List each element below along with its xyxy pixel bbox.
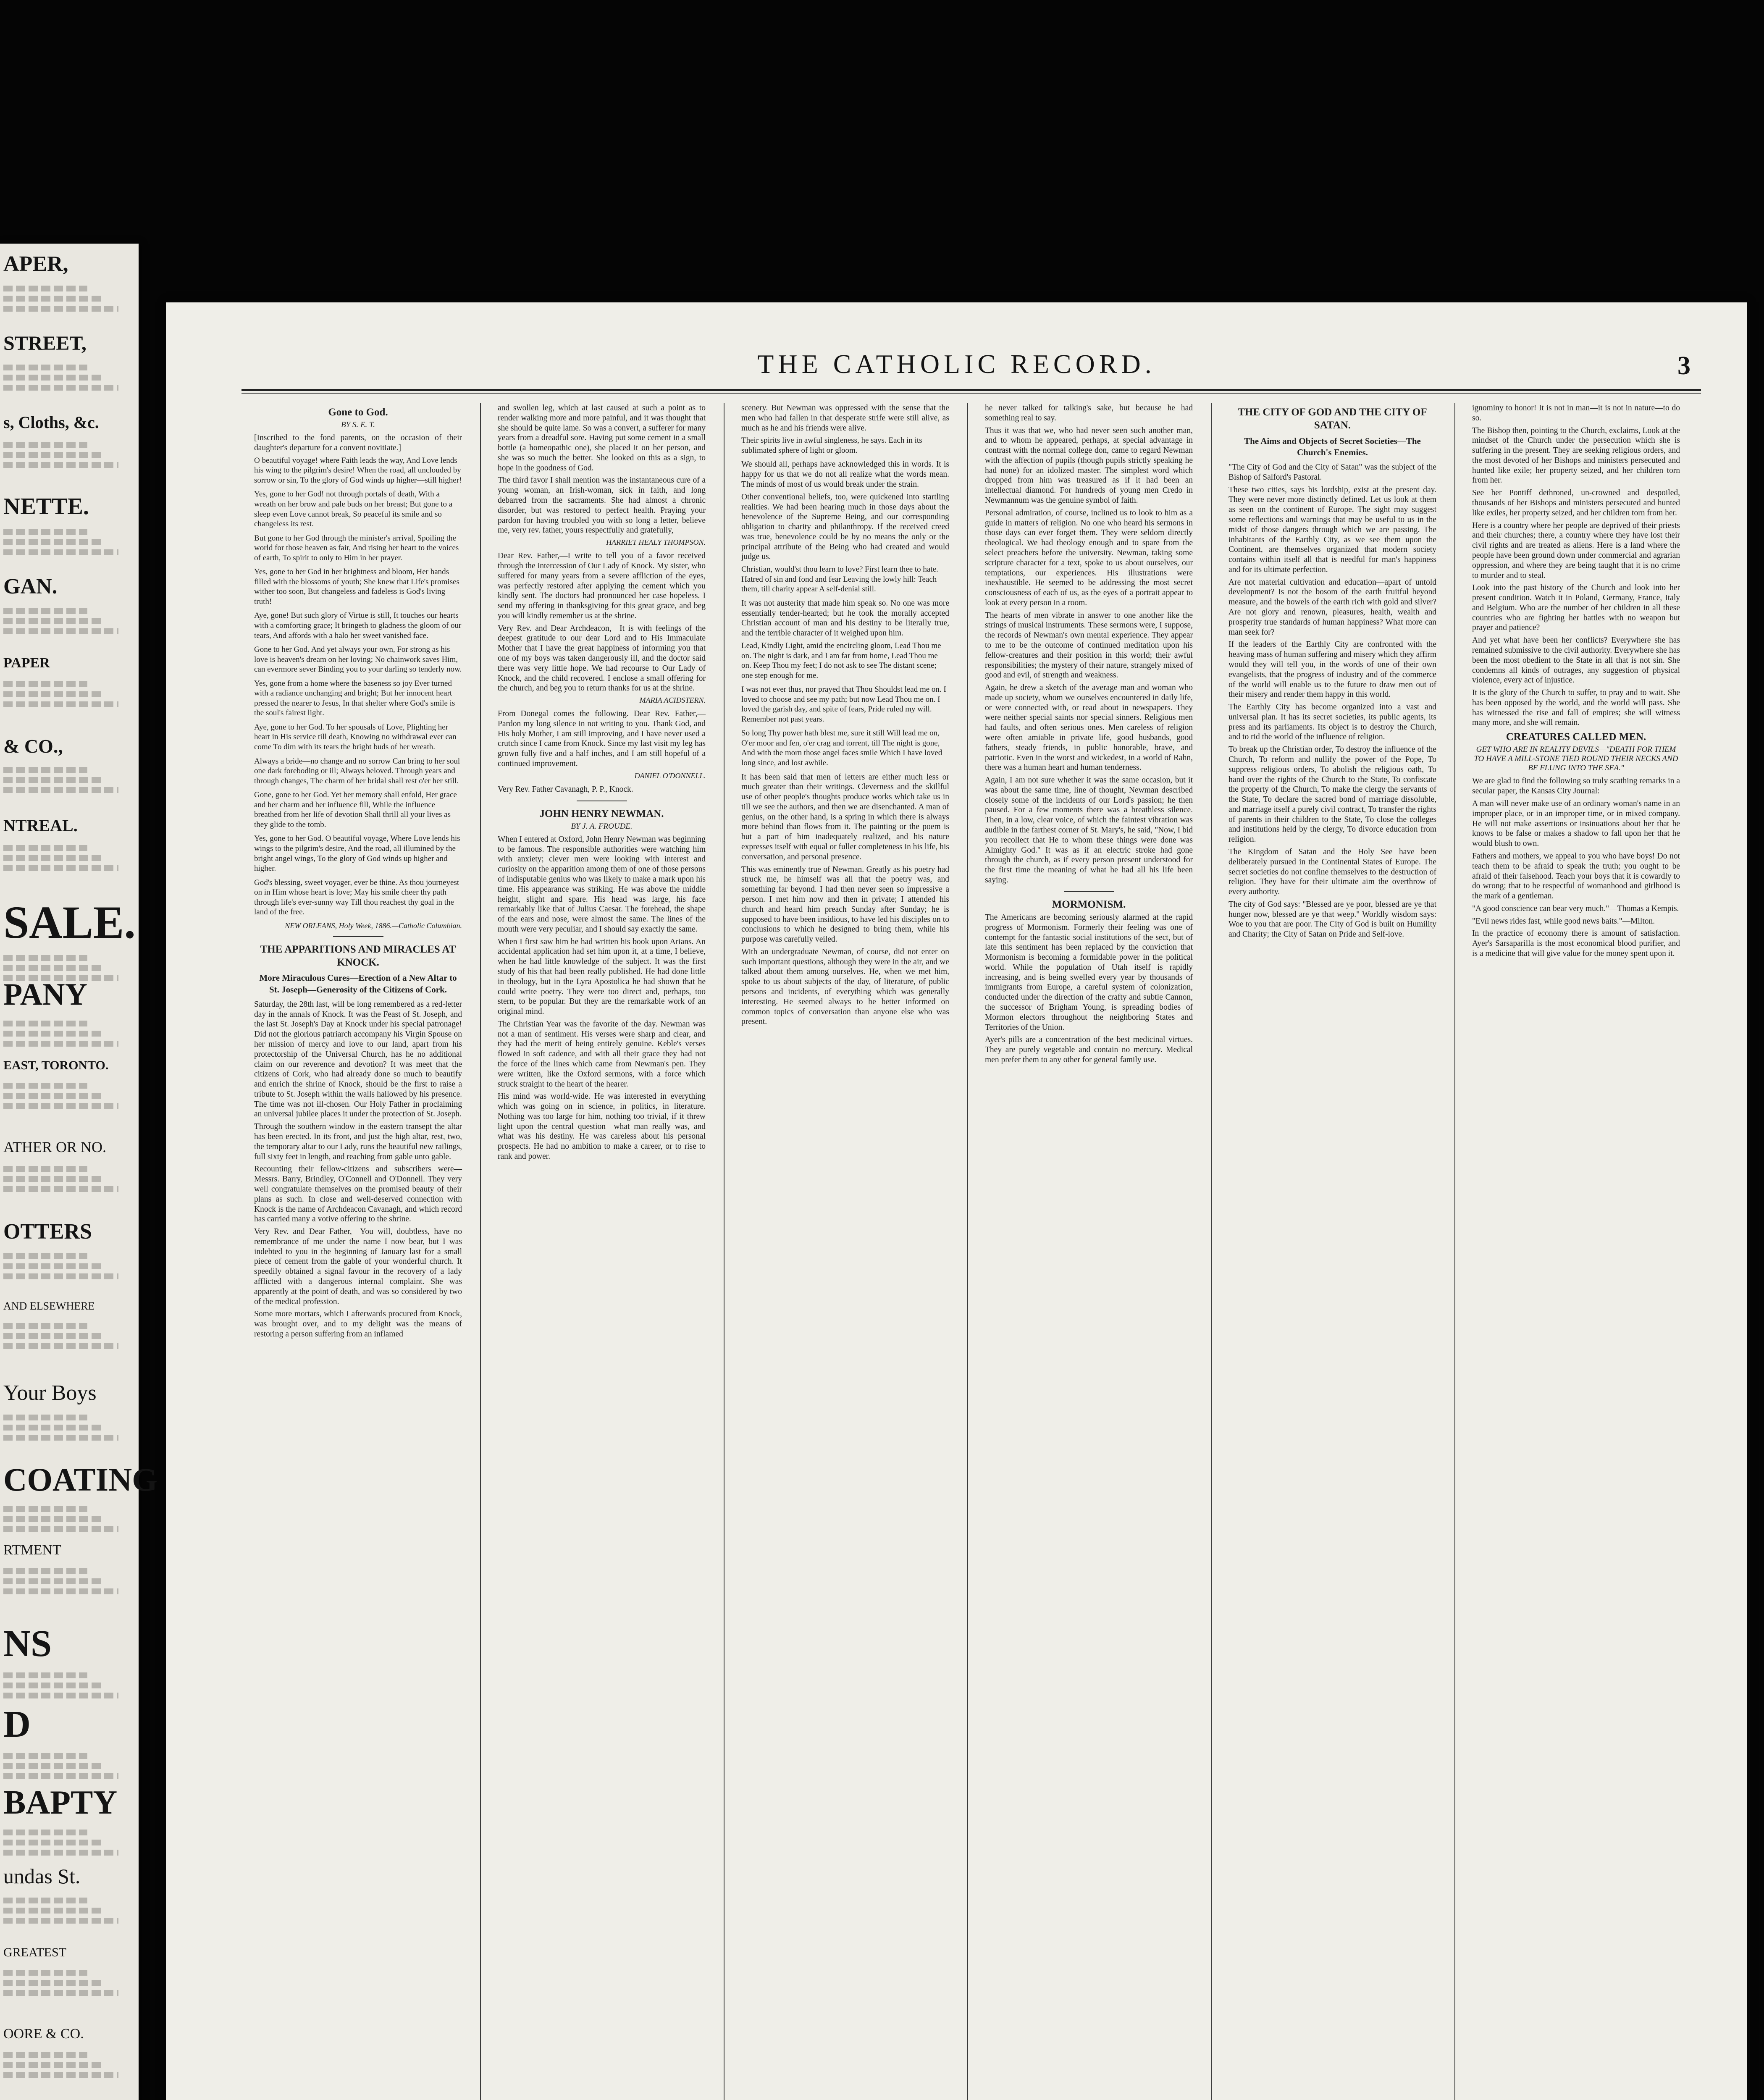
left-page-small-print bbox=[3, 2052, 87, 2058]
article-paragraph: To break up the Christian order, To destroy the influence of the Church, To reform and nullify the power of the Pope, To suppress religious orders, To abolish the religious oath, To hand over the rights of the Church to the State, To confiscate the property of the Church, To make the clergy the servants of the State, To declare the sacred bond of marriage dissoluble, and marriage itself a purely civil contract, To transfer the rights of parents in their children to the State, To close the colleges and institutions held by the clergy, To divorce education from religion. bbox=[1228, 745, 1436, 844]
article-signature: HARRIET HEALY THOMPSON. bbox=[606, 538, 706, 547]
article-headline: CREATURES CALLED MEN. bbox=[1506, 731, 1646, 743]
left-page-small-print bbox=[3, 1273, 118, 1279]
left-page-ad-text: BAPTY bbox=[3, 1784, 118, 1821]
article-paragraph: "A good conscience can bear very much."—Thomas a Kempis. bbox=[1472, 904, 1679, 913]
article-paragraph: See her Pontiff dethroned, un-crowned and despoiled, thousands of her Bishops and ministers persecuted and hunted like exiles, her property seized, and her children torn from her. bbox=[1472, 488, 1680, 517]
left-page-small-print bbox=[3, 1683, 103, 1688]
left-page-ad-text: SALE. bbox=[3, 897, 136, 948]
article-paragraph: Again, I am not sure whether it was the same occasion, but it was about the same time, line of thought, Newman described closely some of the incidents of our Lord's passion; he then paused. For a few moments there was a breathless silence. Then, in a low, clear voice, of which the faintest vibration was audible in the farthest corner of St. Mary's, he said, "Now, I bid you recollect that He to whom these things were done was Almighty God." It was as if an electric stroke had gone through the church, as if every person present understood for the first time the meaning of what he had all his life been saying. bbox=[985, 776, 1193, 885]
left-page-small-print bbox=[3, 1166, 87, 1172]
left-page-small-print bbox=[3, 1103, 118, 1109]
left-page-fragment bbox=[0, 244, 158, 2100]
article-paragraph: Look into the past history of the Church and look into her present condition. Watch it in Poland, Germany, France, Italy and Belgium. Who are the number of her children in all these countries who are fighting her battles with no weapon but prayer and patience? bbox=[1472, 583, 1680, 633]
article-paragraph: Personal admiration, of course, inclined us to look to him as a guide in matters of religion. No one who heard his sermons in those days can ever forget them. They were seldom directly theological. We had theology enough and to spare from the select preachers before the university. Newman, taking some scripture character for a text, spoke to us about ourselves, our temptations, our experiences. His illustrations were inexhaustible. He seemed to be addressing the most secret consciousness of each of us, as the eyes of a portrait appear to look at every person in a room. bbox=[985, 508, 1193, 607]
poem-stanza: God's blessing, sweet voyager, ever be thine. As thou journeyest on in Him whose heart is love; May his smile cheer thy path through life's ever-sunny way Till thou reachest thy goal in the land of the free. bbox=[254, 878, 459, 917]
masthead-rule bbox=[242, 389, 1701, 394]
article-headline: THE APPARITIONS AND MIRACLES AT KNOCK. bbox=[260, 943, 456, 969]
left-page-small-print bbox=[3, 1176, 103, 1182]
article-paragraph: "Evil news rides fast, while good news baits."—Milton. bbox=[1472, 916, 1655, 926]
article-paragraph: he never talked for talking's sake, but because he had something real to say. bbox=[985, 404, 1193, 423]
left-page-ad-text: D bbox=[3, 1704, 31, 1745]
left-page-ad-text: RTMENT bbox=[3, 1542, 61, 1558]
article-paragraph: We are glad to find the following so truly scathing remarks in a secular paper, the Kansas City Journal: bbox=[1472, 777, 1680, 796]
poem-stanza: Yes, gone from a home where the baseness so joy Ever turned with a radiance unchanging and bright; But her innocent heart pressed the nearer to Jesus, In that shelter where God's smile is the soul's fairest light. bbox=[254, 679, 455, 718]
poem-stanza: Yes, gone to her God! not through portals of death, With a wreath on her brow and pale buds on her breast; But gone to a sleep even Love cannot break, So peaceful its smile and so changeless its rest. bbox=[254, 490, 453, 529]
left-page-ad-text: COATING bbox=[3, 1461, 158, 1498]
left-page-ad-text: PAPER bbox=[3, 655, 50, 671]
article-signature: NEW ORLEANS, Holy Week, 1886.—Catholic Columbian. bbox=[285, 921, 462, 930]
poem-stanza: Yes, gone to her God. O beautiful voyage, Where Love lends his wings to the pilgrim's desire, And the road, all illumined by the bright angel wings, To the glory of God winds up higher and higher. bbox=[254, 834, 460, 873]
left-page-small-print bbox=[3, 1526, 118, 1532]
poem-stanza: Their spirits live in awful singleness, he says. Each in its sublimated sphere of light or gloom. bbox=[741, 436, 922, 455]
left-page-small-print bbox=[3, 1186, 118, 1192]
left-page-small-print bbox=[3, 608, 87, 614]
masthead bbox=[166, 349, 1747, 382]
article-column-2 bbox=[498, 403, 706, 2100]
article-paragraph: It was not austerity that made him speak so. No one was more essentially tender-hearted; but he took the morally accepted Christian account of man and his destiny to be literally true, and the terrible character of it weighed upon him. bbox=[741, 598, 949, 638]
article-signature: MARIA ACIDSTERN. bbox=[639, 696, 706, 705]
left-page-small-print bbox=[3, 1578, 103, 1584]
left-page-ad-text: ATHER OR NO. bbox=[3, 1139, 107, 1155]
left-page-ad-text: OORE & CO. bbox=[3, 2026, 84, 2042]
article-paragraph: And yet what have been her conflicts? Everywhere she has remained submissive to the civil authority. Everywhere she has been the most obedient to the State in all that is not sin. She condemns all kinds of outrages, any suggestion of physical violence, every act of injustice. bbox=[1472, 636, 1680, 685]
left-page-small-print bbox=[3, 955, 87, 961]
article-signature: DANIEL O'DONNELL. bbox=[634, 771, 706, 780]
left-page-ad-text: NTREAL. bbox=[3, 816, 78, 835]
article-paragraph: Very Rev. Father Cavanagh, P. P., Knock. bbox=[498, 785, 633, 794]
left-page-small-print bbox=[3, 365, 87, 370]
left-page-small-print bbox=[3, 1425, 103, 1431]
left-page-small-print bbox=[3, 1763, 103, 1769]
article-paragraph: Saturday, the 28th last, will be long remembered as a red-letter day in the annals of Knock. It was the Feast of St. Joseph, and the last St. Joseph's Day at Knock under his special patronage! Did not the glorious patriarch accompany his Virgin Spouse on her mission of mercy and love to our land, apart from his protectorship of the Universal Church, has he no additional claim on our reverence and devotion? It was meet that the citizens of Cork, who had already done so much to beautify and enrich the shrine of Knock, should be the first to raise a tribute to St. Joseph within the walls hallowed by his presence. The time was not ill-chosen. Our Holy Father in proclaiming an universal jubilee places it under the protection of St. Joseph. bbox=[254, 1000, 462, 1119]
left-page-ad-text: NS bbox=[3, 1623, 52, 1664]
article-paragraph: When I first saw him he had written his book upon Arians. An accidental application had set him upon it, at a time, I believe, when he had little knowledge of the subject. It was the first study of his that had been really published. He had done little in theology, but in the Lyra Apostolica he had shown that he could write poetry. They were too direct and, perhaps, too stern, to be popular. But they are the remarkable work of an original mind. bbox=[498, 937, 706, 1016]
article-paragraph: [Inscribed to the fond parents, on the occasion of their daughter's departure for a convent novitiate.] bbox=[254, 433, 462, 453]
article-paragraph: These two cities, says his lordship, exist at the present day. They were never more distinctly defined. Let us look at them as seen on the continent of Europe. The sight may suggest some reflections and warnings that may be useful to us in the midst of those dangers through which we are passing. The inhabitants of the Earthly City, as we see them upon the Continent, are themselves organized that modern society contains within itself all that is needful for man's happiness and for its ultimate perfection. bbox=[1228, 485, 1436, 574]
poem-stanza: Christian, would'st thou learn to love? First learn thee to hate. Hatred of sin and fond and fear Leaving the lowly hill: Teach them, till charity appear A self-denial still. bbox=[741, 565, 938, 594]
article-paragraph: Dear Rev. Father,—I write to tell you of a favor received through the intercession of Our Lady of Knock. My sister, who suffered for many years from a severe affliction of the eyes, was perfectly restored after applying the cement which you kindly sent. The doctors had pronounced her case hopeless. I send my offering in thanksgiving for this great grace, and beg you will kindly remember us at the shrine. bbox=[498, 551, 706, 620]
left-page-small-print bbox=[3, 681, 87, 687]
left-page-small-print bbox=[3, 1588, 118, 1594]
left-page-ad-text: & CO., bbox=[3, 735, 63, 757]
article-paragraph: Very Rev. and Dear Archdeacon,—It is with feelings of the deepest gratitude to our dear Lord and to His Immaculate Mother that I have the great happiness of informing you that one of my boys was taken dangerously ill, and the doctor said there was very little hope. We had recourse to Our Lady of Knock, and the child recovered. I enclose a small offering for the church, and beg you to return thanks for us at the shrine. bbox=[498, 624, 706, 693]
article-byline: GET WHO ARE IN REALITY DEVILS—"DEATH FOR THEM TO HAVE A MILL-STONE TIED ROUND THEIR NECKS AND BE FLUNG INTO THE SEA." bbox=[1474, 745, 1678, 773]
article-byline: BY S. E. T. bbox=[341, 420, 375, 430]
left-page-small-print bbox=[3, 1093, 103, 1099]
left-page-small-print bbox=[3, 787, 118, 793]
article-headline: MORMONISM. bbox=[1052, 898, 1126, 910]
left-page-small-print bbox=[3, 1253, 87, 1259]
article-paragraph: Recounting their fellow-citizens and subscribers were—Messrs. Barry, Brindley, O'Connell and O'Donnell. They very well congratulate themselves on the promised beauty of their plans as such. In close and well-deserved connection with Knock is the name of Archdeacon Cavanagh, and which record has carried many a votive offering to the shrine. bbox=[254, 1165, 462, 1224]
left-page-ad-text: undas St. bbox=[3, 1864, 81, 1888]
article-subheadline: The Aims and Objects of Secret Societies—The Church's Enemies. bbox=[1244, 436, 1421, 457]
left-page-small-print bbox=[3, 1840, 103, 1845]
article-byline: BY J. A. FROUDE. bbox=[571, 822, 633, 831]
left-page-small-print bbox=[3, 1343, 118, 1349]
left-page-ad-text: s, Cloths, &c. bbox=[3, 413, 99, 432]
section-divider bbox=[1064, 891, 1114, 892]
article-column-1 bbox=[254, 403, 462, 2100]
left-page-small-print bbox=[3, 1970, 87, 1976]
left-page-small-print bbox=[3, 549, 118, 555]
article-paragraph: The third favor I shall mention was the instantaneous cure of a young woman, an Irish-woman, sick in faith, and long debarred from the sacraments. She had almost a chronic disorder, but was restored to perfect health. Praying your pardon for having troubled you with so long a letter, believe me, very rev. father, yours respectfully and gratefully, bbox=[498, 476, 706, 535]
poem-stanza: Aye, gone! But such glory of Virtue is still, It touches our hearts with a comforting grace; It bringeth to gladness the gloom of our tears, And affords with a halo her sweet vanished face. bbox=[254, 611, 462, 640]
article-paragraph: Again, he drew a sketch of the average man and woman who made up society, whom we ourselves encountered in daily life, or were connected with, or read about in newspapers. They were neither special saints nor special sinners. Religious men had faults, and often serious ones. Men careless of religion were often amiable in private life, good husbands, good fathers, steady friends, in public honorable, brave, and patriotic. Even in the worst and wickedest, in a world of Rahn, there was a human heart and human tenderness. bbox=[985, 683, 1193, 772]
poem-stanza: O beautiful voyage! where Faith leads the way, And Love lends his wing to the pilgrim's desire! When the road, all unclouded by sorrow or sin, To the glory of God winds up higher—still higher! bbox=[254, 456, 462, 485]
poem-stanza: Lead, Kindly Light, amid the encircling gloom, Lead Thou me on. The night is dark, and I am far from home, Lead Thou me on. Keep Thou my feet; I do not ask to see The distant scene; one step enough for me. bbox=[741, 641, 941, 680]
article-paragraph: A man will never make use of an ordinary woman's name in an improper place, or in an improper time, or in mixed company. He will not make assertions or insinuations about her that he knows to be false or makes a shadow to fall upon her that he would blush to own. bbox=[1472, 799, 1680, 848]
left-page-small-print bbox=[3, 1083, 87, 1089]
poem-stanza: But gone to her God through the minister's arrival, Spoiling the world for those heaven as fair, And rising her heart to the voices of earth, To spirit to only to Him in her prayer. bbox=[254, 533, 459, 562]
article-paragraph: We should all, perhaps have acknowledged this in words. It is happy for us that we do not all realize what the words mean. The minds of most of us would break under the strain. bbox=[741, 460, 949, 489]
left-page-small-print bbox=[3, 1263, 103, 1269]
article-paragraph: If the leaders of the Earthly City are confronted with the heaving mass of human suffering and misery which they affirm would they will tell you, in the words of one of their own evangelists, that the progress of industry and of the commerce of the world will enable us to the future to draw men out of their misery and render them happy in this world. bbox=[1228, 640, 1436, 699]
article-paragraph: This was eminently true of Newman. Greatly as his poetry had struck me, he himself was all that the poetry was, and something far beyond. I had then never seen so impressive a person. I met him now and then in private; I attended his church and heard him preach Sunday after Sunday; he is supposed to have been insidious, to have led his disciples on to conclusions to which he designed to bring them, while his purpose was carefully veiled. bbox=[741, 865, 949, 944]
article-paragraph: Thus it was that we, who had never seen such another man, and to whom he appeared, perhaps, at special advantage in contrast with the normal college don, came to regard Newman with the affection of pupils (though pupils strictly speaking he had none) for an idolized master. The simplest word which dropped from him was treasured as if it had been an intellectual diamond. For hundreds of young men Credo in Newmannum was the genuine symbol of faith. bbox=[985, 426, 1193, 505]
left-page-small-print bbox=[3, 1021, 87, 1026]
section-divider bbox=[333, 936, 383, 937]
left-page-small-print bbox=[3, 1898, 87, 1903]
left-page-small-print bbox=[3, 296, 103, 302]
article-column-3 bbox=[741, 403, 949, 2100]
poem-stanza: Gone to her God. And yet always your own, For strong as his love is heaven's dream on her loving; No chainwork saves Him, can evermore sever Binding you to your darling so tenderly now. bbox=[254, 645, 462, 674]
left-page-small-print bbox=[3, 1506, 87, 1512]
article-paragraph: Ayer's pills are a concentration of the best medicinal virtues. They are purely vegetable and contain no mercury. Medical men prefer them to any other for general family use. bbox=[985, 1035, 1193, 1064]
article-headline: THE CITY OF GOD AND THE CITY OF SATAN. bbox=[1238, 407, 1427, 431]
left-page-ad-text: PANY bbox=[3, 977, 88, 1012]
article-headline: JOHN HENRY NEWMAN. bbox=[539, 808, 664, 819]
left-page-ad-text: APER, bbox=[3, 252, 68, 276]
newspaper-title: THE CATHOLIC RECORD. bbox=[757, 349, 1156, 379]
left-page-small-print bbox=[3, 462, 118, 468]
left-page-small-print bbox=[3, 1415, 87, 1420]
left-page-ad-text: Your Boys bbox=[3, 1381, 97, 1405]
article-paragraph: The Bishop then, pointing to the Church, exclaims, Look at the mindset of the Church under the persecution which she is suffering in the present. They are seeking religious orders, and the most devoted of her Bishops and ministers persecuted and hunted like exile; her property seized, and her children torn from her. bbox=[1472, 426, 1680, 485]
left-page-small-print bbox=[3, 286, 87, 291]
article-column-6 bbox=[1472, 403, 1680, 2100]
poem-stanza: Aye, gone to her God. To her spousals of Love, Plighting her heart in His service till death, Knowing no withdrawal ever can come To dim with its tears the bright buds of her wreath. bbox=[254, 722, 457, 752]
article-subheadline: More Miraculous Cures—Erection of a New Altar to St. Joseph—Generosity of the Citizens of Cork. bbox=[259, 973, 457, 995]
left-page-ad-text: GAN. bbox=[3, 575, 58, 598]
poem-stanza: I was not ever thus, nor prayed that Thou Shouldst lead me on. I loved to choose and see my path; but now Lead Thou me on. I loved the garish day, and spite of fears, Pride ruled my will. Remember not past years. bbox=[741, 685, 946, 724]
article-paragraph: His mind was world-wide. He was interested in everything which was going on in science, in politics, in literature. Nothing was too large for him, nothing too trivial, if it threw light upon the central question—what man really was, and what was his destiny. He was careless about his personal prospects. He had no ambition to make a career, or to rise to rank and power. bbox=[498, 1092, 706, 1161]
article-column-5 bbox=[1228, 403, 1436, 2100]
left-page-small-print bbox=[3, 529, 87, 535]
left-page-small-print bbox=[3, 1918, 118, 1924]
left-page-small-print bbox=[3, 1031, 103, 1037]
article-paragraph: The Kingdom of Satan and the Holy See have been deliberately pursued in the Continental States of Europe. The secret societies do not confine themselves to the destruction of religion. They have for their ultimate aim the overthrow of every authority. bbox=[1228, 848, 1436, 897]
column-rule bbox=[480, 403, 481, 2100]
article-paragraph: The hearts of men vibrate in answer to one another like the strings of musical instruments. These sermons were, I suppose, the records of Newman's own mental experience. They appear to me to be the outcome of continued meditation upon his fellow-creatures and their position in this world; their awful responsibilities; the mystery of their nature, strangely mixed of good and evil, of strength and weakness. bbox=[985, 611, 1193, 680]
page-number: 3 bbox=[1677, 352, 1690, 380]
left-page-small-print bbox=[3, 845, 87, 851]
article-paragraph: The Earthly City has become organized into a vast and universal plan. It has its secret societies, its public agents, its press and its parliaments. Its object is to destroy the Church, and to rid the world of the influence of religion. bbox=[1228, 703, 1436, 742]
left-page-small-print bbox=[3, 306, 118, 312]
poem-stanza: So long Thy power hath blest me, sure it still Will lead me on, O'er moor and fen, o'er crag and torrent, till The night is gone, And with the morn those angel faces smile Which I have loved long since, and lost awhile. bbox=[741, 729, 942, 768]
left-page-small-print bbox=[3, 965, 103, 971]
left-page-small-print bbox=[3, 539, 103, 545]
poem-stanza: Always a bride—no change and no sorrow Can bring to her soul one dark foreboding or ill; Always beloved. Through years and through changes, The charm of her bridal shall rest o'er her still. bbox=[254, 756, 460, 785]
left-page-small-print bbox=[3, 1568, 87, 1574]
newspaper-page bbox=[166, 302, 1747, 2100]
article-paragraph: Here is a country where her people are deprived of their priests and their churches; there, a country where they have lost their civil rights and are treated as aliens. Here is a land where the people have been ground down under commercial and agrarian oppression, and where they are being taught that it is no crime to murder and to steal. bbox=[1472, 521, 1680, 580]
left-page-small-print bbox=[3, 1990, 118, 1996]
left-page-small-print bbox=[3, 1980, 103, 1986]
left-page-small-print bbox=[3, 452, 103, 458]
left-page-small-print bbox=[3, 767, 87, 773]
article-paragraph: Very Rev. and Dear Father,—You will, doubtless, have no remembrance of me under the name I now bear, but I was indebted to you in the beginning of January last for a small piece of cement from the gable of your wonderful church. It speedily obtained a signal favour in the recovery of a lady afflicted with a dangerous internal complaint. She was apparently at the point of death, and was so considered by two of the medical profession. bbox=[254, 1227, 462, 1306]
left-page-small-print bbox=[3, 855, 103, 861]
left-page-small-print bbox=[3, 618, 103, 624]
article-paragraph: It is the glory of the Church to suffer, to pray and to wait. She has been opposed by the world, and the world will pass. She has witnessed the rise and fall of empires; she will witness many more, and she will remain. bbox=[1472, 688, 1680, 727]
article-paragraph: When I entered at Oxford, John Henry Newman was beginning to be famous. The responsible authorities were watching him with anxiety; clever men were looking with interest and curiosity on the apparition among them of one of those persons of indisputable genius who was likely to make a mark upon his time. His appearance was striking. He was above the middle height, slight and spare. His head was large, his face remarkably like that of Julius Caesar. The forehead, the shape of the ears and nose, were almost the same. The lines of the mouth were very peculiar, and I should say exactly the same. bbox=[498, 835, 706, 934]
article-paragraph: It has been said that men of letters are either much less or much greater than their writings. Cleverness and the skillful use of other people's thoughts produce works which take us in till we see the authors, and then we are disenchanted. A man of genius, on the other hand, is a spring in which there is always more behind than flows from it. The painting or the poem is but a part of him inadequately realized, and his nature expresses itself with equal or fuller completeness in his life, his conversation, and personal presence. bbox=[741, 772, 949, 861]
left-page-small-print bbox=[3, 442, 87, 448]
article-paragraph: Fathers and mothers, we appeal to you who have boys! Do not teach them to be afraid to speak the truth; you ought to be afraid of their falsehood. Teach your boys that it is cowardly to do wrong; that to be respectful of womanhood and girlhood is the mark of a gentleman. bbox=[1472, 851, 1680, 901]
left-page-small-print bbox=[3, 1323, 87, 1329]
article-column-4 bbox=[985, 403, 1193, 2100]
left-page-ad-text: NETTE. bbox=[3, 494, 89, 520]
poem-stanza: Gone, gone to her God. Yet her memory shall enfold, Her grace and her charm and her influence fill, While the influence breathed from her life of devotion Shall thrill all your lives as they glide to the tomb. bbox=[254, 790, 457, 829]
article-paragraph: Other conventional beliefs, too, were quickened into startling realities. We had been hearing much in those days about the benevolence of the Supreme Being, and our corresponding obligation to charity and philanthropy. If the received creed was true, benevolence could be by no means the only or the principal attribute of the Being who had created and would judge us. bbox=[741, 492, 949, 562]
left-page-ad-text: OTTERS bbox=[3, 1220, 92, 1244]
article-paragraph: Are not material cultivation and education—apart of untold development? Is not the bosom of the earth fruitful beyond measure, and the bowels of the earth rich with gold and silver? Are not glory and renown, pleasures, health, wealth and prosperity true standards of human happiness? What more can man seek for? bbox=[1228, 578, 1436, 637]
left-page-small-print bbox=[3, 1693, 118, 1698]
column-rule bbox=[1454, 403, 1455, 2100]
article-paragraph: Some more mortars, which I afterwards procured from Knock, was brought over, and to my delight was the means of restoring a person suffering from an inflamed bbox=[254, 1310, 462, 1339]
left-page-small-print bbox=[3, 1850, 118, 1856]
article-paragraph: From Donegal comes the following. Dear Rev. Father,—Pardon my long silence in not writing to you. Thank God, and His holy Mother, I am still improving, and I have never used a crutch since I came from Knock. Since my last visit my leg has grown fully five and a half inches, and I am still hopeful of a continued improvement. bbox=[498, 709, 706, 768]
left-page-small-print bbox=[3, 1830, 87, 1835]
left-page-small-print bbox=[3, 2072, 118, 2078]
article-headline: Gone to God. bbox=[328, 407, 388, 418]
left-page-small-print bbox=[3, 1041, 118, 1047]
column-rule bbox=[967, 403, 968, 2100]
left-page-small-print bbox=[3, 1672, 87, 1678]
left-page-small-print bbox=[3, 1908, 103, 1914]
left-page-ad-text: STREET, bbox=[3, 332, 87, 354]
left-page-small-print bbox=[3, 1435, 118, 1441]
left-page-ad-text: AND ELSEWHERE bbox=[3, 1300, 95, 1312]
article-paragraph: scenery. But Newman was oppressed with the sense that the men who had fallen in that desperate strife were still alive, as much as he and his friends were alive. bbox=[741, 404, 949, 433]
article-paragraph: The city of God says: "Blessed are ye poor, blessed are ye that hunger now, blessed are ye that weep." Worldly wisdom says: Woe to you that are poor. The City of God is built on Humility and Charity; the City of Satan on Pride and Self-love. bbox=[1228, 900, 1436, 939]
article-paragraph: The Americans are becoming seriously alarmed at the rapid progress of Mormonism. Formerly their feeling was one of contempt for the fantastic social institutions of the sect, but of late this sentiment has been replaced by the conviction that Mormonism is becoming a formidable power in the political world. While the population of Utah itself is rapidly increasing, and is being swelled every year by thousands of immigrants from Europe, a careful system of colonization, conducted under the direction of the crafty and subtle Cannon, the successor of Brigham Young, is spreading bodies of Mormon electors throughout the neighboring States and Territories of the Union. bbox=[985, 913, 1193, 1032]
article-paragraph: and swollen leg, which at last caused at such a point as to render walking more and more painful, and it was thought that she should be quite lame. So was a convert, a sufferer for many years from a dreadful sore. Having put some cement in a small bottle (a homeopathic one), she placed it on her person, and she was so much the better. She looked on this as a sign, to hope in the goodness of God. bbox=[498, 404, 706, 472]
left-page-small-print bbox=[3, 701, 118, 707]
article-paragraph: Through the southern window in the eastern transept the altar has been erected. In its front, and just the high altar, rest, two, the temporary altar to our Lady, runs the beautiful new railings, full sixty feet in length, and reaching from gable unto gable. bbox=[254, 1122, 462, 1161]
poem-stanza: Yes, gone to her God in her brightness and bloom, Her hands filled with the blossoms of youth; She knew that Life's promises wither too soon, But changeless and fadeless is God's living truth! bbox=[254, 567, 459, 606]
left-page-small-print bbox=[3, 1333, 103, 1339]
left-page-small-print bbox=[3, 1753, 87, 1759]
left-page-small-print bbox=[3, 691, 103, 697]
left-page-small-print bbox=[3, 628, 118, 634]
article-paragraph: With an undergraduate Newman, of course, did not enter on such important questions, although they were in the air, and we talked about them among ourselves. He, when we met him, spoke to us about subjects of the day, of literature, of public persons and incidents, of everything which was generally interesting. He seemed always to be better informed on common topics of conversation than anyone else who was present. bbox=[741, 947, 949, 1026]
left-page-small-print bbox=[3, 375, 103, 381]
left-page-small-print bbox=[3, 777, 103, 783]
left-page-small-print bbox=[3, 1516, 103, 1522]
article-paragraph: ignominy to honor! It is not in man—it is not in nature—to do so. bbox=[1472, 404, 1680, 423]
left-page-ad-text: EAST, TORONTO. bbox=[3, 1058, 109, 1072]
left-page-small-print bbox=[3, 1773, 118, 1779]
article-paragraph: "The City of God and the City of Satan" was the subject of the Bishop of Salford's Pastoral. bbox=[1228, 463, 1436, 482]
left-page-ad-text: GREATEST bbox=[3, 1945, 66, 1959]
left-page-small-print bbox=[3, 2062, 103, 2068]
article-paragraph: The Christian Year was the favorite of the day. Newman was not a man of sentiment. His verses were sharp and clear, and they had the merit of being entirely genuine. Keble's verses flowed in soft cadence, and with all their grace they had not the force of the lines which came from Newman's pen. They were written, like the Oxford sermons, with a force which struck straight to the heart of the hearer. bbox=[498, 1019, 706, 1089]
left-page-small-print bbox=[3, 865, 118, 871]
left-page-small-print bbox=[3, 385, 118, 391]
article-paragraph: In the practice of economy there is amount of satisfaction. Ayer's Sarsaparilla is the most economical blood purifier, and is a medicine that will give value for the money spent upon it. bbox=[1472, 929, 1680, 958]
column-rule bbox=[1211, 403, 1212, 2100]
